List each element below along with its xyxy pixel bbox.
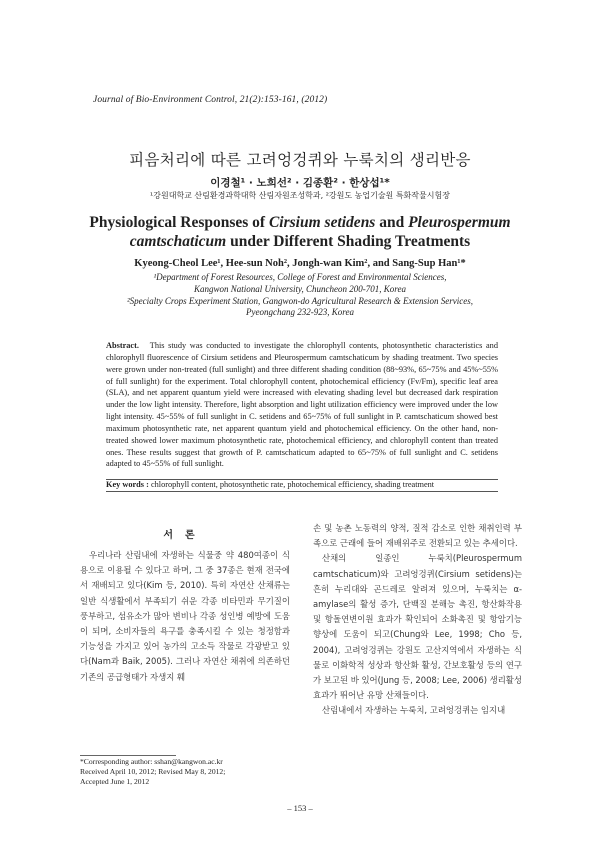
- title-species-2b: camtschaticum: [129, 233, 227, 250]
- title-species-2: Pleurospermum: [408, 214, 511, 231]
- english-affiliations: [0, 272, 600, 319]
- affil-line: Kangwon National University, Chuncheon 200-701, Korea: [194, 283, 406, 294]
- left-column: [80, 548, 290, 685]
- paragraph: 손 및 농촌 노동력의 양적, 질적 감소로 인한 채취인력 부족으로 근래에 들어 재배위주로 전환되고 있는 추세이다.: [313, 523, 522, 549]
- keywords-label: Key words :: [106, 480, 149, 489]
- footnote: [80, 757, 300, 787]
- keywords: [106, 479, 498, 490]
- paragraph: 우리나라 산림내에 자생하는 식물중 약 480여종이 식용으로 이용될 수 있다고 하며, 그 중 37종은 현재 전국에서 재배되고 있다(Kim 등, 2010). 특히 자연산 산채류는 일반 식생활에서 부족되기 쉬운 각종 비타민과 무기질이 풍부하고, 섬유소가 많아 변비나 각종 성인병 예방에 도움이 되며, 소비자들의 욕구를 충족시킬 수 있는 청정함과 기능성을 가지고 있어 농가의 고소득 작물로 각광받고 있다(Nam과 Baik, 2005). 그러나 자연산 채취에 의존하던 기존의 공급형태가 자생지 훼: [80, 550, 290, 682]
- abstract: [106, 340, 498, 470]
- journal-citation: Journal of Bio-Environment Control, 21(2):153-161, (2012): [93, 95, 328, 105]
- keywords-text: chlorophyll content, photosynthetic rate, photochemical efficiency, shading treatment: [148, 480, 435, 489]
- affil-line: ²Specialty Crops Experiment Station, Gangwon-do Agricultural Research & Extension Services,: [126, 295, 474, 306]
- affil-line: ¹Department of Forest Resources, College of Forest and Environmental Sciences,: [153, 272, 447, 282]
- paragraph: 산림내에서 자생하는 누룩치, 고려엉겅퀴는 임지내: [322, 705, 506, 716]
- title-part: under Different Shading Treatments: [226, 233, 471, 250]
- title-part: Physiological Responses of: [89, 214, 269, 231]
- abstract-label: Abstract.: [106, 341, 139, 350]
- footnote-rule: [80, 755, 176, 756]
- korean-title: 피음처리에 따른 고려엉겅퀴와 누룩치의 생리반응: [129, 151, 471, 169]
- affil-line: Pyeongchang 232-923, Korea: [246, 307, 354, 318]
- title-part: and: [375, 214, 409, 231]
- page-number: – 153 –: [287, 803, 313, 813]
- footnote-line: Accepted June 1, 2012: [80, 777, 150, 786]
- korean-authors: 이경철¹ · 노희선² · 김종환² · 한상섭¹*: [210, 177, 390, 189]
- english-authors: Kyeong-Cheol Lee¹, Hee-sun Noh², Jongh-wan Kim², and Sang-Sup Han¹*: [134, 258, 466, 269]
- title-species-1: Cirsium setidens: [268, 214, 376, 231]
- section-heading: 서론: [163, 530, 207, 541]
- footnote-line: *Corresponding author: sshan@kangwon.ac.kr: [80, 757, 223, 766]
- footnote-line: Received April 10, 2012; Revised May 8, 2012;: [80, 767, 226, 776]
- right-column: [313, 521, 522, 719]
- english-title: [70, 213, 530, 251]
- abstract-text: This study was conducted to investigate the chlorophyll contents, photosynthetic characteristics and chlorophyll fluorescence of Cirsium setidens and Pleurospermum camtschaticum by shading treatment. Two species were grown under non-treated (full sunlight) and three different shading condition (88~93%, 65~75% and 45%~55% of full sunlight) for the experiment. Total chlorophyll content, photochemical efficiency (Fv/Fm), specific leaf area (SLA), and net apparent quantum yield were increased with elevating shading level but decreased dark respiration under the low light intensity. Therefore, light absorption and light utilization efficiency were improved under the low light intensity. 45~55% of full sunlight in C. setidens and 65~75% of full sunlight in P. camtschaticum showed best maximum photosynthetic rate, net apparent quantum yield and photochemical efficiency. On the other hand, non-treated showed lower maximum photosynthetic rate, photochemical efficiency, and chlorophyll content than treated ones. These results suggest that growth of P. camtschaticum adapted to 65~75% of full sunlight and C. setidens adapted to 45~55% of full sunlight.: [106, 341, 498, 469]
- paragraph: 산채의 일종인 누룩치(Pleurospermum camtschaticum)와 고려엉겅퀴(Cirsium setidens)는 흔히 누리대와 곤드레로 알려져 있으며, 누룩치는 α-amylase의 활성 증가, 단백질 분해능 촉진, 항산화작용 및 항돌연변이원 효과가 확인되어 소화촉진 및 항암기능 향상에 도움이 되고(Chung와 Lee, 1998; Cho 등, 2004), 고려엉겅퀴는 강원도 고산지역에서 자생하는 식물로 이화학적 성상과 항산화 활성, 간보호활성 등의 연구가 보고된 바 있어(Jung 등, 2008; Lee, 2006) 생리활성 효과가 뛰어난 유망 산채들이다.: [313, 553, 522, 701]
- korean-affiliations: ¹강원대학교 산림환경과학대학 산림자원조성학과, ²강원도 농업기술원 특화작물시험장: [150, 191, 450, 200]
- divider: [106, 491, 498, 492]
